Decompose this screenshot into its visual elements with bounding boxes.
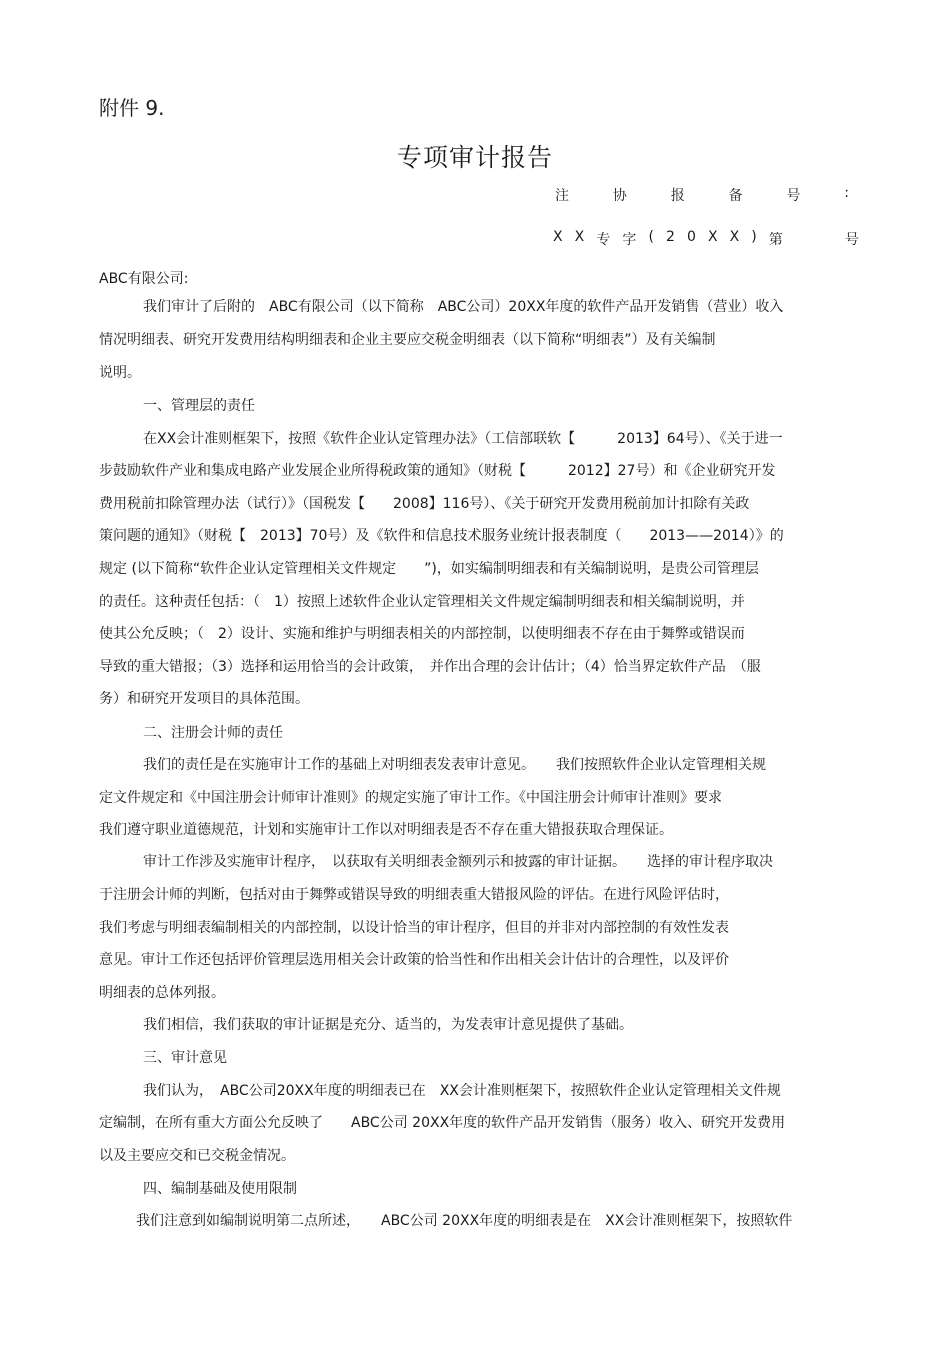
filing-char: : (844, 185, 849, 201)
paragraph-line: 策问题的通知》（财税【 2013】70号）及《软件和信息技术服务业统计报表制度（ 2013——2014）》的 (99, 528, 784, 544)
paragraph-line: 定文件规定和《中国注册会计师审计准则》的规定实施了审计工作。《中国注册会计师审计准则》要求 (99, 790, 722, 806)
paragraph-line: 我们遵守职业道德规范，计划和实施审计工作以对明细表是否不存在重大错报获取合理保证。 (99, 822, 673, 838)
doc-number-char: 0 (686, 229, 696, 245)
paragraph-line: 步鼓励软件产业和集成电路产业发展企业所得税政策的通知》（财税【 2012】27号）和《企业研究开发 (99, 463, 776, 479)
filing-char: 报 (670, 188, 685, 204)
document-number (553, 229, 859, 249)
doc-number-char: X (553, 229, 563, 245)
paragraph-line: 意见。审计工作还包括评价管理层选用相关会计政策的恰当性和作出相关会计估计的合理性，以及评价 (99, 952, 729, 968)
paragraph-line: 我们审计了后附的 ABC有限公司（以下简称 ABC公司）20XX年度的软件产品开发销售（营业）收入 (143, 299, 784, 315)
doc-number-char: X (729, 229, 740, 245)
addressee: ABC有限公司: (99, 271, 189, 287)
filing-number-label (555, 185, 849, 205)
doc-number-char: 第 (768, 232, 783, 248)
attachment-label: 附件 9. (99, 96, 165, 120)
doc-number-char: 专 (596, 232, 611, 248)
paragraph-line: 以及主要应交和已交税金情况。 (99, 1148, 295, 1164)
doc-number-char: 2 (665, 229, 675, 245)
section-heading: 三、审计意见 (143, 1050, 227, 1066)
paragraph-line: 务）和研究开发项目的具体范围。 (99, 691, 309, 707)
filing-char: 注 (555, 188, 569, 204)
doc-number-char: ) (751, 229, 757, 245)
paragraph-line: 于注册会计师的判断，包括对由于舞弊或错误导致的明细表重大错报风险的评估。在进行风险评估时， (99, 887, 729, 903)
paragraph-line: 我们认为， ABC公司20XX年度的明细表已在 XX会计准则框架下，按照软件企业认定管理相关文件规 (143, 1083, 781, 1099)
doc-number-char: X (707, 229, 718, 245)
paragraph-line: 使其公允反映；（ 2）设计、实施和维护与明细表相关的内部控制，以使明细表不存在由于舞弊或错误而 (99, 626, 745, 642)
paragraph-line: 的责任。这种责任包括：（ 1）按照上述软件企业认定管理相关文件规定编制明细表和相关编制说明，并 (99, 594, 745, 610)
section-heading: 四、编制基础及使用限制 (143, 1181, 297, 1197)
paragraph-line: 规定 (以下简称“软件企业认定管理相关文件规定 ”)，如实编制明细表和有关编制说明，是贵公司管理层 (99, 561, 759, 577)
paragraph-line: 我们注意到如编制说明第二点所述， ABC公司 20XX年度的明细表是在 XX会计准则框架下，按照软件 (136, 1213, 793, 1229)
doc-number-char: ( (648, 229, 654, 245)
doc-number-char: 字 (622, 232, 637, 248)
paragraph-line: 我们的责任是在实施审计工作的基础上对明细表发表审计意见。 我们按照软件企业认定管理相关规 (143, 757, 766, 773)
paragraph-line: 情况明细表、研究开发费用结构明细表和企业主要应交税金明细表（以下简称“明细表”）及有关编制 (99, 332, 716, 348)
paragraph-line: 说明。 (99, 365, 141, 381)
filing-char: 号 (786, 188, 801, 204)
doc-number-char: X (574, 229, 585, 245)
report-title: 专项审计报告 (396, 143, 553, 172)
filing-char: 备 (728, 188, 743, 204)
paragraph-line: 审计工作涉及实施审计程序， 以获取有关明细表金额列示和披露的审计证据。 选择的审计程序取决 (143, 854, 773, 870)
filing-char: 协 (612, 188, 627, 204)
paragraph-line: 我们相信，我们获取的审计证据是充分、适当的，为发表审计意见提供了基础。 (143, 1017, 633, 1033)
paragraph-line: 明细表的总体列报。 (99, 985, 225, 1001)
section-heading: 二、注册会计师的责任 (143, 725, 283, 741)
paragraph-line: 我们考虑与明细表编制相关的内部控制，以设计恰当的审计程序，但目的并非对内部控制的有效性发表 (99, 920, 729, 936)
section-heading: 一、管理层的责任 (143, 398, 255, 414)
paragraph-line: 定编制，在所有重大方面公允反映了 ABC公司 20XX年度的软件产品开发销售（服务）收入、研究开发费用 (99, 1115, 786, 1131)
paragraph-line: 导致的重大错报；（3）选择和运用恰当的会计政策， 并作出合理的会计估计；（4）恰当界定软件产品 （服 (99, 659, 761, 675)
doc-number-char: 号 (844, 232, 859, 248)
paragraph-line: 费用税前扣除管理办法（试行）》（国税发【 2008】116号）、《关于研究开发费用税前加计扣除有关政 (99, 496, 750, 512)
paragraph-line: 在XX会计准则框架下，按照《软件企业认定管理办法》（工信部联软【 2013】64号）、《关于进一 (143, 431, 783, 447)
